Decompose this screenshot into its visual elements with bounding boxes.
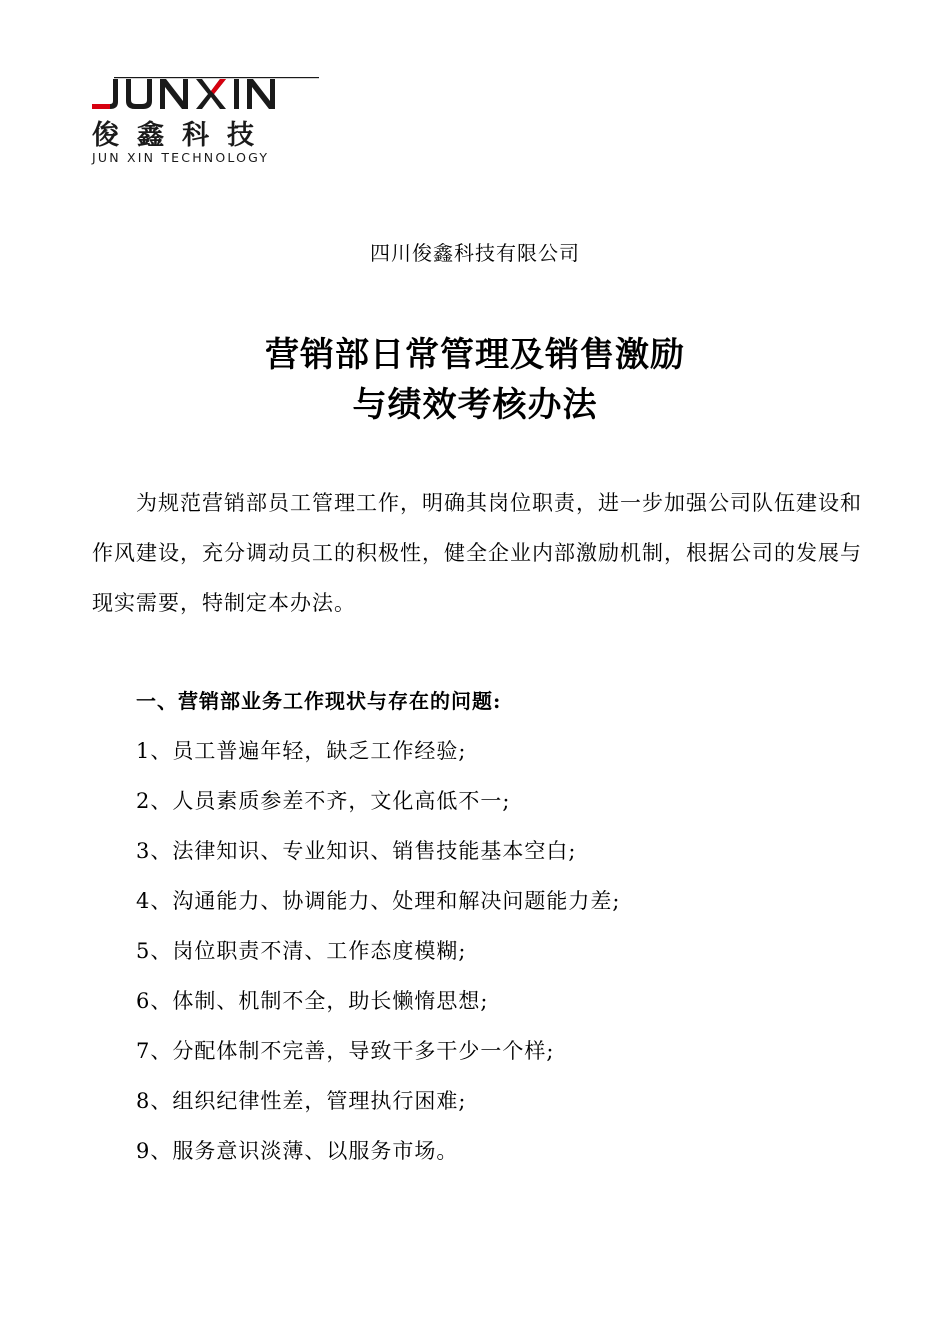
list-item: 4、沟通能力、协调能力、处理和解决问题能力差; <box>136 889 621 913</box>
section-heading: 一、营销部业务工作现状与存在的问题: <box>136 689 502 713</box>
list-item: 7、分配体制不完善，导致干多干少一个样; <box>136 1039 555 1063</box>
intro-paragraph: 为规范营销部员工管理工作，明确其岗位职责，进一步加强公司队伍建设和作风建设，充分调动员工的积极性，健全企业内部激励机制，根据公司的发展与现实需要，特制定本办法。 <box>92 491 862 615</box>
logo-english-text: JUN XIN TECHNOLOGY <box>92 150 270 165</box>
company-logo <box>88 74 328 166</box>
company-name: 四川俊鑫科技有限公司 <box>370 241 580 265</box>
logo-letter-x-accent <box>211 79 226 94</box>
list-item: 6、体制、机制不全，助长懒惰思想; <box>136 989 489 1013</box>
logo-top-rule <box>114 77 319 78</box>
logo-red-bar <box>92 104 110 109</box>
list-item: 3、法律知识、专业知识、销售技能基本空白; <box>136 839 577 863</box>
list-item: 1、员工普遍年轻，缺乏工作经验; <box>136 739 467 763</box>
list-item: 5、岗位职责不清、工作态度模糊; <box>136 939 467 963</box>
list-item: 8、组织纪律性差，管理执行困难; <box>136 1089 467 1113</box>
logo-letter-u <box>126 79 152 109</box>
logo-letter-i <box>234 79 239 109</box>
logo-letter-n <box>160 79 188 109</box>
logo-letter-n2 <box>247 79 275 109</box>
junxin-logo-graphic <box>88 74 328 166</box>
document-title <box>0 330 950 430</box>
title-line-2: 与绩效考核办法 <box>352 385 598 425</box>
logo-letter-j <box>110 79 118 109</box>
logo-chinese-text: 俊鑫科技 <box>92 120 272 151</box>
list-item: 9、服务意识淡薄、以服务市场。 <box>136 1139 459 1163</box>
title-line-1: 营销部日常管理及销售激励 <box>265 335 685 375</box>
list-item: 2、人员素质参差不齐，文化高低不一; <box>136 789 511 813</box>
issue-list <box>136 726 620 1176</box>
